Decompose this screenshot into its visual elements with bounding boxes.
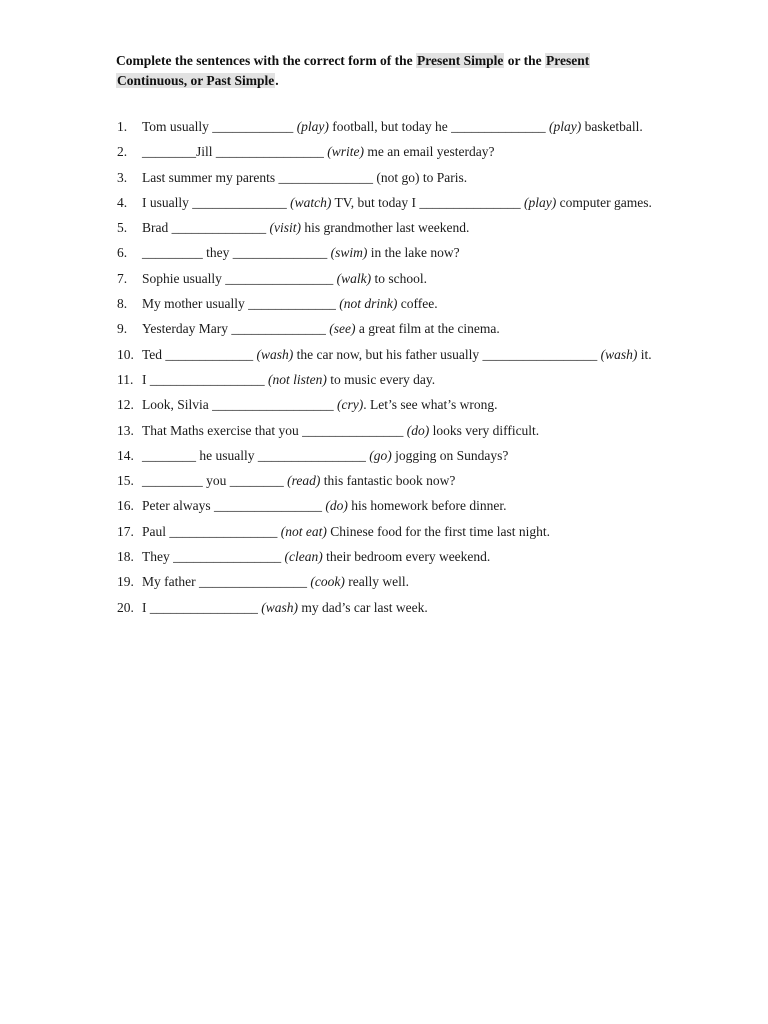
verb-hint: (read) bbox=[287, 473, 321, 489]
exercise-item-10 bbox=[117, 342, 737, 367]
verb-hint: (clean) bbox=[284, 549, 323, 565]
item-text: That Maths exercise that you _______________ bbox=[142, 422, 407, 438]
item-text: his homework before dinner. bbox=[347, 498, 507, 514]
item-text: ________ he usually ________________ bbox=[142, 447, 370, 463]
item-text: I ________________ bbox=[142, 599, 262, 615]
item-text: a great film at the cinema. bbox=[355, 321, 500, 337]
item-text: the car now, but his father usually _________________ bbox=[293, 346, 601, 362]
item-text: computer games. bbox=[556, 194, 652, 210]
item-text: Chinese food for the first time last night. bbox=[326, 523, 550, 539]
exercise-item-5 bbox=[117, 215, 737, 240]
exercise-item-3 bbox=[117, 165, 737, 190]
item-number: 2. bbox=[117, 144, 128, 160]
item-text: . Let’s see what’s wrong. bbox=[363, 397, 498, 413]
item-number: 3. bbox=[117, 169, 128, 185]
verb-hint: (cook) bbox=[310, 574, 345, 590]
item-text: to music every day. bbox=[326, 371, 436, 387]
verb-hint: (do) bbox=[406, 422, 430, 438]
exercise-item-4 bbox=[117, 190, 682, 215]
instructions-text-2: or the bbox=[504, 53, 546, 68]
item-text: TV, but today I _______________ bbox=[331, 194, 525, 210]
item-text: this fantastic book now? bbox=[320, 473, 456, 489]
item-text: Yesterday Mary ______________ bbox=[142, 321, 330, 337]
item-text: ________Jill ________________ bbox=[142, 144, 328, 160]
exercise-item-7 bbox=[117, 266, 737, 291]
item-text: _________ they ______________ bbox=[142, 245, 331, 261]
item-text: My father ________________ bbox=[142, 574, 311, 590]
instructions-heading bbox=[116, 51, 676, 91]
verb-hint: (write) bbox=[327, 144, 365, 160]
item-number: 16. bbox=[117, 498, 134, 514]
item-text: their bedroom every weekend. bbox=[322, 549, 491, 565]
exercise-item-2 bbox=[117, 139, 737, 164]
verb-hint: (watch) bbox=[290, 194, 332, 210]
item-text: my dad’s car last week. bbox=[298, 599, 428, 615]
item-number: 13. bbox=[117, 422, 134, 438]
verb-hint: (walk) bbox=[336, 270, 372, 286]
verb-hint: (play) bbox=[549, 119, 582, 134]
exercise-item-17 bbox=[117, 519, 737, 544]
item-number: 9. bbox=[117, 321, 128, 337]
item-number: 7. bbox=[117, 270, 128, 286]
item-text: Paul ________________ bbox=[142, 523, 281, 539]
verb-hint: (swim) bbox=[330, 245, 368, 261]
item-number: 18. bbox=[117, 549, 134, 565]
item-text: in the lake now? bbox=[367, 245, 460, 261]
exercise-item-6 bbox=[117, 240, 737, 265]
item-text: Look, Silvia __________________ bbox=[142, 397, 337, 413]
item-number: 20. bbox=[117, 599, 134, 615]
item-number: 11. bbox=[117, 371, 134, 387]
highlight-continuous-past-simple: Continuous, or Past Simple bbox=[117, 73, 275, 88]
exercise-item-9 bbox=[117, 316, 737, 341]
item-text: his grandmother last weekend. bbox=[301, 220, 470, 236]
item-number: 17. bbox=[117, 523, 134, 539]
item-text: I usually ______________ bbox=[142, 194, 291, 210]
exercise-item-1 bbox=[117, 114, 737, 139]
verb-hint: (cry) bbox=[337, 397, 364, 413]
item-number: 19. bbox=[117, 574, 134, 590]
verb-hint: (not listen) bbox=[268, 371, 327, 387]
instructions-text-3: . bbox=[275, 73, 279, 88]
item-text: jogging on Sundays? bbox=[391, 447, 509, 463]
exercise-item-16 bbox=[117, 493, 737, 518]
item-number: 10. bbox=[117, 346, 134, 362]
item-text: it. bbox=[637, 346, 652, 362]
item-number: 15. bbox=[117, 473, 134, 489]
highlight-present-simple: Present Simple bbox=[417, 53, 504, 68]
item-text: Tom usually ____________ bbox=[142, 119, 297, 134]
item-text: I _________________ bbox=[142, 371, 268, 387]
item-text: me an email yesterday? bbox=[364, 144, 495, 160]
exercise-item-8 bbox=[117, 291, 737, 316]
item-number: 12. bbox=[117, 397, 134, 413]
exercise-item-20 bbox=[117, 595, 737, 620]
verb-hint: (visit) bbox=[269, 220, 301, 236]
item-text: My mother usually _____________ bbox=[142, 296, 340, 312]
item-text: coffee. bbox=[397, 296, 438, 312]
exercise-item-11 bbox=[117, 367, 737, 392]
item-number: 1. bbox=[117, 119, 128, 134]
item-text: Brad ______________ bbox=[142, 220, 270, 236]
exercise-item-15 bbox=[117, 468, 737, 493]
verb-hint: (do) bbox=[325, 498, 348, 514]
instructions-text-1: Complete the sentences with the correct form of the bbox=[116, 53, 417, 68]
item-text: basketball. bbox=[581, 119, 643, 134]
exercise-item-14 bbox=[117, 443, 737, 468]
verb-hint: (see) bbox=[329, 321, 356, 337]
item-text: Sophie usually ________________ bbox=[142, 270, 337, 286]
verb-hint: (not eat) bbox=[280, 523, 327, 539]
item-text: They ________________ bbox=[142, 549, 285, 565]
verb-hint: (not drink) bbox=[339, 296, 398, 312]
item-number: 8. bbox=[117, 296, 128, 312]
item-number: 14. bbox=[117, 447, 134, 463]
item-text: _________ you ________ bbox=[142, 473, 288, 489]
verb-hint: (wash) bbox=[256, 346, 294, 362]
verb-hint: (wash) bbox=[261, 599, 298, 615]
item-text: football, but today he ______________ bbox=[328, 119, 550, 134]
item-text: Peter always ________________ bbox=[142, 498, 326, 514]
exercise-list bbox=[117, 114, 737, 620]
item-number: 5. bbox=[117, 220, 128, 236]
item-text: Last summer my parents ______________ (not go) to Paris. bbox=[142, 169, 468, 185]
item-text: to school. bbox=[371, 270, 427, 286]
verb-hint: (play) bbox=[296, 119, 329, 134]
exercise-item-12 bbox=[117, 392, 737, 417]
item-number: 4. bbox=[117, 194, 128, 210]
item-number: 6. bbox=[117, 245, 128, 261]
item-text: Ted _____________ bbox=[142, 346, 257, 362]
highlight-present: Present bbox=[546, 53, 590, 68]
verb-hint: (wash) bbox=[600, 346, 638, 362]
verb-hint: (go) bbox=[369, 447, 392, 463]
exercise-item-18 bbox=[117, 544, 737, 569]
exercise-item-19 bbox=[117, 569, 737, 594]
verb-hint: (play) bbox=[524, 194, 557, 210]
item-text: looks very difficult. bbox=[429, 422, 540, 438]
exercise-item-13 bbox=[117, 418, 737, 443]
item-text: really well. bbox=[344, 574, 409, 590]
